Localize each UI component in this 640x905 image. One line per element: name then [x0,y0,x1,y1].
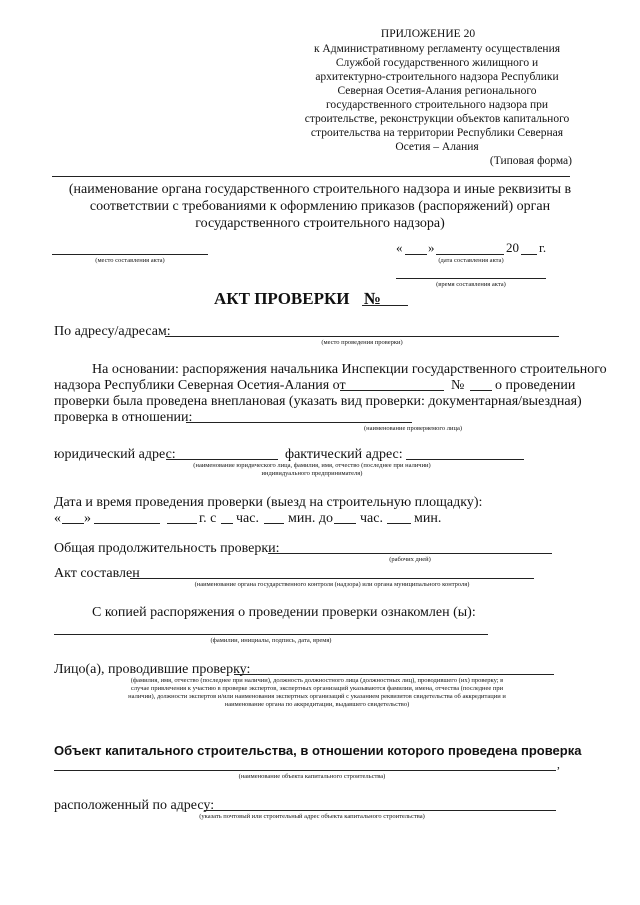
object-caption: (наименование объекта капитального строительства) [238,773,386,780]
persons-field[interactable] [234,674,554,675]
appendix-line: строительства на территории Республики Северная [310,127,564,139]
located-field[interactable] [204,810,556,811]
order-number-sign: № [451,378,465,393]
datetime-min-end: мин. [414,511,442,526]
act-title [214,289,381,309]
org-name-line[interactable] [52,176,570,177]
actual-address-label: фактический адрес: [285,447,403,462]
actual-address-field[interactable] [406,459,524,460]
org-caption [52,181,588,232]
act-title-text: АКТ ПРОВЕРКИ [214,289,350,308]
order-number-field[interactable] [470,390,492,391]
persons-caption-line: случае привлечения к участию в проверке экспертов, экспертных организаций указываются фамилии, имена, отчества (последнее при [130,685,504,692]
persons-caption-line: наличии), должности экспертов и/или наименования экспертных организаций с указанием реквизитов свидетельства об аккредитации и [128,693,506,700]
time-field[interactable] [396,278,546,279]
inspection-year-field[interactable] [167,523,197,524]
appendix-line: строительстве, реконструкции объектов капитального [304,113,570,125]
object-trailing-comma: , [557,759,560,771]
appendix-line: Северная Осетия-Алания регионального [337,85,537,97]
date-close-quote: » [428,240,435,255]
object-heading: Объект капитального строительства, в отношении которого проведена проверка [54,743,582,758]
persons-caption-line: (фамилия, имя, отчество (последнее при наличии), должность должностного лица (должностных лиц), проводившего (их) проверку; в [130,677,504,684]
basis-line-2b: о проведении [495,378,576,393]
start-hour-field[interactable] [221,523,233,524]
basis-line-2a: надзора Республики Северная Осетия-Алания от [54,378,346,393]
datetime-open-quote: « [54,511,61,526]
date-day-field[interactable] [405,254,427,255]
datetime-hour-1: час. [236,511,259,526]
basis-line-3: проверки была проведена внеплановая (указать вид проверки: документарная/выездная) [54,394,582,409]
form-type: (Типовая форма) [489,155,572,167]
compiled-field[interactable] [130,578,534,579]
basis-line-1: На основании: распоряжения начальника Инспекции государственного строительного [92,362,607,377]
date-year-field[interactable] [521,254,537,255]
persons-label: Лицо(а), проводившие проверку: [54,662,251,677]
inspection-datetime-label: Дата и время проведения проверки (выезд на строительную площадку): [54,495,483,510]
address-caption: (место проведения проверки) [321,339,403,346]
legal-caption-2: индивидуального предпринимателя) [261,470,363,477]
date-year-prefix: 20 [506,240,519,255]
address-label: По адресу/адресам: [54,324,171,339]
end-minute-field[interactable] [387,523,411,524]
duration-label: Общая продолжительность проверки: [54,541,280,556]
appendix-text [292,42,582,154]
basis-line-4: проверка в отношении: [54,410,193,425]
appendix-line: Осетия – Алания [395,141,479,153]
duration-caption: (рабочих дней) [389,556,431,563]
inspection-day-field[interactable] [62,523,84,524]
legal-caption-1: (наименование юридического лица, фамилия, имя, отчество (последнее при наличии) [193,462,431,469]
inspected-entity-field[interactable] [186,422,412,423]
legal-address-field[interactable] [166,459,278,460]
datetime-hour-2: час. [360,511,383,526]
org-caption-line: (наименование органа государственного строительного надзора и иные реквизиты в [68,182,572,197]
inspected-entity-caption: (наименование проверяемого лица) [363,425,463,432]
datetime-g-s: г. с [199,511,217,526]
compiled-caption: (наименование органа государственного контроля (надзора) или органа муниципального контроля) [194,581,470,588]
date-caption: (дата составления акта) [438,257,504,264]
date-open-quote: « [396,240,403,255]
copy-field[interactable] [54,634,488,635]
date-year-suffix: г. [539,240,547,255]
legal-address-label: юридический адрес: [54,447,176,462]
place-field[interactable] [52,254,208,255]
org-caption-line: соответствии с требованиями к оформлению приказов (распоряжений) орган [89,199,551,214]
located-label: расположенный по адресу: [54,798,215,813]
persons-caption-line: наименование органа по аккредитации, выдавшего свидетельство) [224,701,410,708]
act-number-sign: № [363,289,381,308]
appendix-line: к Административному регламенту осуществления [313,43,561,55]
time-caption: (время составления акта) [436,281,506,288]
located-caption: (указать почтовый или строительный адрес объекта капитального строительства) [199,813,425,820]
address-field[interactable] [165,336,559,337]
datetime-min-do: мин. до [288,511,333,526]
act-compiled-label: Акт составлен [54,566,140,581]
datetime-close-quote: » [84,511,91,526]
object-field[interactable] [54,770,556,771]
appendix-title: ПРИЛОЖЕНИЕ 20 [380,28,476,40]
place-caption: (место составления акта) [95,257,165,264]
appendix-line: архитектурно-строительного надзора Республики [315,71,559,83]
end-hour-field[interactable] [334,523,356,524]
appendix-line: государственного строительного надзора при [325,99,549,111]
duration-field[interactable] [268,553,552,554]
appendix-line: Службой государственного жилищного и [335,57,539,69]
copy-label: С копией распоряжения о проведении проверки ознакомлен (ы): [92,605,476,620]
start-minute-field[interactable] [264,523,284,524]
date-month-field[interactable] [436,254,504,255]
act-number-field[interactable] [362,305,408,306]
copy-caption: (фамилии, инициалы, подпись, дата, время) [210,637,332,644]
order-date-field[interactable] [340,390,444,391]
inspection-month-field[interactable] [94,523,160,524]
org-caption-line: государственного строительного надзора) [195,216,445,231]
persons-caption [54,677,580,709]
